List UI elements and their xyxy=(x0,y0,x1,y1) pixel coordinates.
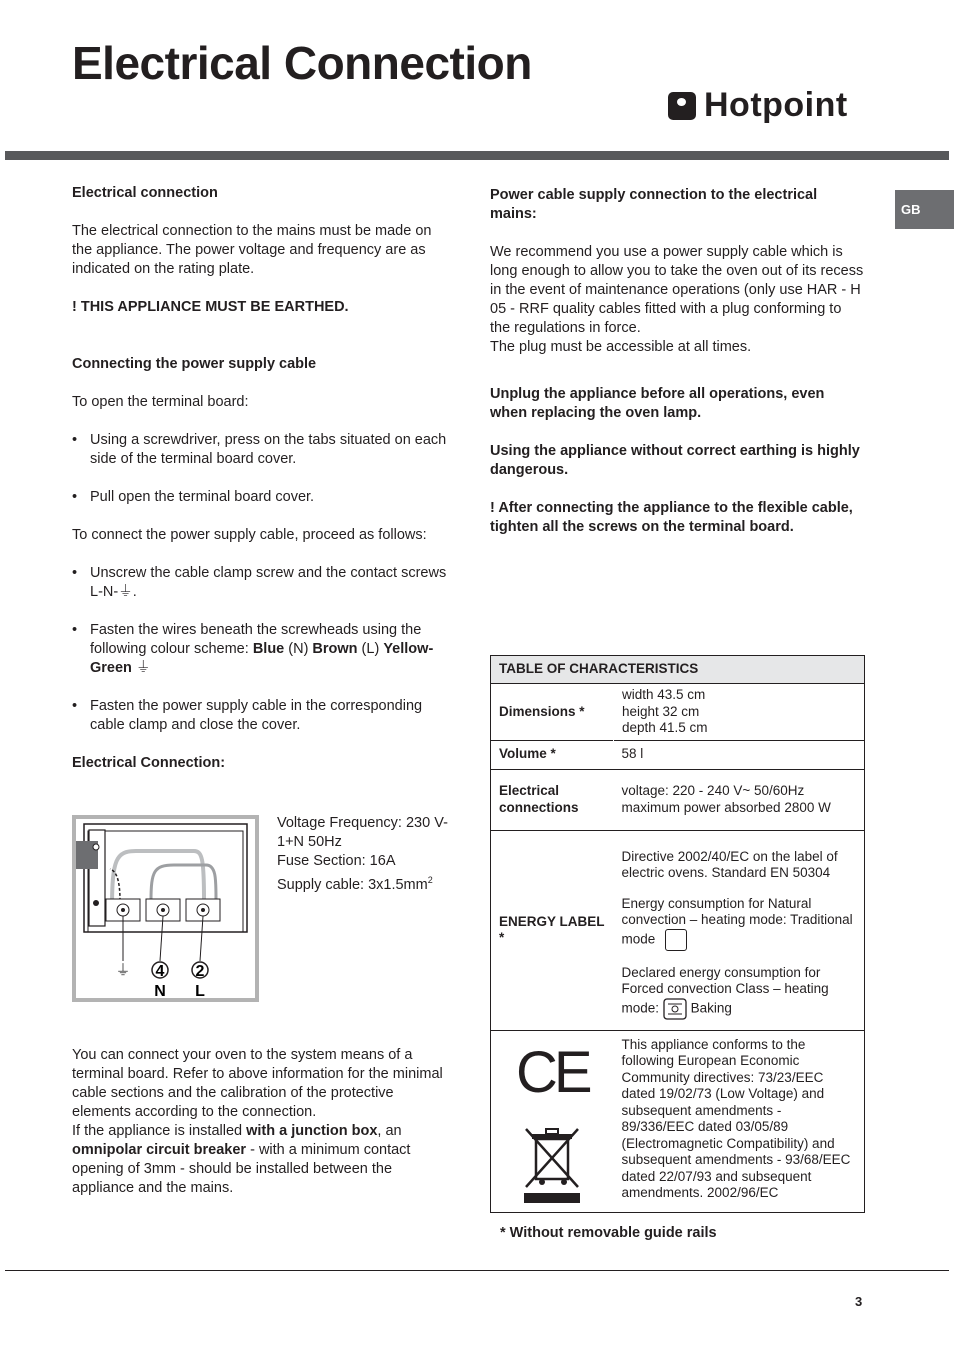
paragraph: The electrical connection to the mains must be made on the appliance. The power voltage and frequency are as indicated on the rating plate. xyxy=(72,223,432,277)
row-label-electrical: Electrical connections xyxy=(491,769,614,830)
earth-warning: ! THIS APPLIANCE MUST BE EARTHED. xyxy=(72,299,349,315)
row-value-dimensions: width 43.5 cm height 32 cm depth 41.5 cm xyxy=(614,684,865,741)
paragraph: The plug must be accessible at all times. xyxy=(490,339,752,355)
baking-mode-icon xyxy=(663,998,687,1020)
paragraph: If the appliance is installed with a junction box, an omnipolar circuit breaker - with a minimum contact opening of 3mm - should be installed between the appliance and the mains. xyxy=(72,1123,411,1196)
table-heading: TABLE OF CHARACTERISTICS xyxy=(491,656,865,684)
warning-screws: ! After connecting the appliance to the flexible cable, tighten all the screws on the terminal board. xyxy=(490,500,853,535)
list-item: • Fasten the power supply cable in the corresponding cable clamp and close the cover. xyxy=(72,697,448,735)
table-row xyxy=(491,830,865,1030)
row-label-energy: ENERGY LABEL * xyxy=(491,830,614,1030)
row-label-volume: Volume * xyxy=(491,740,614,769)
terminal-number-n: 4 xyxy=(155,963,165,980)
row-value-energy: Directive 2002/40/EC on the label of electric ovens. Standard EN 50304 Energy consumption for Natural convection – heating mode: Traditional mode Declared energy consumption for Forced convection Class – heating mode: Baking xyxy=(614,830,865,1030)
left-bottom-text xyxy=(72,1046,448,1198)
table-row xyxy=(491,684,865,741)
electrical-specs xyxy=(277,814,452,895)
spec-fuse: Fuse Section: 16A xyxy=(277,853,396,869)
list-item: • Pull open the terminal board cover. xyxy=(72,488,448,507)
compliance-marks xyxy=(491,1030,614,1213)
heading-electrical-connection-2: Electrical Connection: xyxy=(72,755,226,771)
page-number: 3 xyxy=(855,1294,863,1309)
energy-natural-convection: Energy consumption for Natural convection – heating mode: Traditional mode xyxy=(622,896,857,951)
row-value-volume: 58 l xyxy=(614,740,865,769)
weee-bin-icon xyxy=(520,1125,584,1205)
paragraph: We recommend you use a power supply cable which is long enough to allow you to take the oven out of its recess in the event of maintenance operations (only use HAR - H 05 - RRF quality cables fitted with a plug conforming to the regulations in force. xyxy=(490,244,864,336)
spec-cable: Supply cable: $3x1.5mm^2$ xyxy=(277,875,433,893)
terminal-label-n: N xyxy=(154,983,166,998)
terminal-board-illustration xyxy=(76,819,255,998)
table-of-characteristics xyxy=(490,655,865,1213)
row-label-dimensions: Dimensions * xyxy=(491,684,614,741)
warning-earthing: Using the appliance without correct earthing is highly dangerous. xyxy=(490,443,860,478)
right-column xyxy=(490,186,865,537)
warning-unplug: Unplug the appliance before all operations, even when replacing the oven lamp. xyxy=(490,386,825,421)
terminal-label-l: L xyxy=(195,983,205,998)
terminal-board-diagram xyxy=(72,815,259,1002)
header-divider xyxy=(5,151,949,160)
hotpoint-logo xyxy=(668,86,848,125)
paragraph: To open the terminal board: xyxy=(72,394,249,410)
left-column xyxy=(72,184,448,773)
table-row xyxy=(491,769,865,830)
paragraph: You can connect your oven to the system means of a terminal board. Refer to above information for the minimal cable sections and the calibration of the protective elements according to the connection. xyxy=(72,1047,443,1120)
traditional-mode-icon xyxy=(665,929,687,951)
terminal-number-l: 2 xyxy=(195,963,205,980)
paragraph: To connect the power supply cable, proceed as follows: xyxy=(72,527,427,543)
row-value-electrical: voltage: 220 - 240 V~ 50/60Hz maximum power absorbed 2800 W xyxy=(614,769,865,830)
energy-forced-convection: Declared energy consumption for Forced convection Class – heating mode: Baking xyxy=(622,965,857,1020)
table-row xyxy=(491,1030,865,1213)
heading-power-cable: Power cable supply connection to the electrical mains: xyxy=(490,187,818,222)
heading-connecting-cable: Connecting the power supply cable xyxy=(72,356,317,372)
spec-voltage: Voltage Frequency: 230 V-1+N 50Hz xyxy=(277,815,448,850)
footer-divider xyxy=(5,1270,949,1271)
heading-electrical-connection: Electrical connection xyxy=(72,185,218,201)
list-item: • Unscrew the cable clamp screw and the contact screws L-N-⏚. xyxy=(72,564,448,602)
table-footnote: * Without removable guide rails xyxy=(500,1225,717,1241)
table-header-row xyxy=(491,656,865,684)
page-title: Electrical Connection xyxy=(72,37,532,89)
compliance-text: This appliance conforms to the following European Economic Community directives: 73/23/EEC dated 19/02/73 (Low Voltage) and subsequent amendments - 89/336/EEC dated 03/05/89 (Electromagnetic Compatibility) and subsequent amendments - 93/68/EEC dated 22/07/93 and subsequent amendments. 2002/96/EC xyxy=(614,1030,865,1213)
list-item: • Using a screwdriver, press on the tabs situated on each side of the terminal board cover. xyxy=(72,431,448,469)
brand-name: Hotpoint xyxy=(704,86,848,124)
earth-icon: ⏚ xyxy=(115,961,131,979)
hotpoint-logo-icon xyxy=(668,92,696,120)
earth-icon: ⏚ xyxy=(131,660,151,676)
list-item: • Fasten the wires beneath the screwheads using the following colour scheme: Blue (N) Brown (L) Yellow-Green ⏚ xyxy=(72,621,448,678)
language-tab: GB xyxy=(895,190,954,229)
ce-mark-icon: CE xyxy=(515,1039,589,1105)
table-row xyxy=(491,740,865,769)
